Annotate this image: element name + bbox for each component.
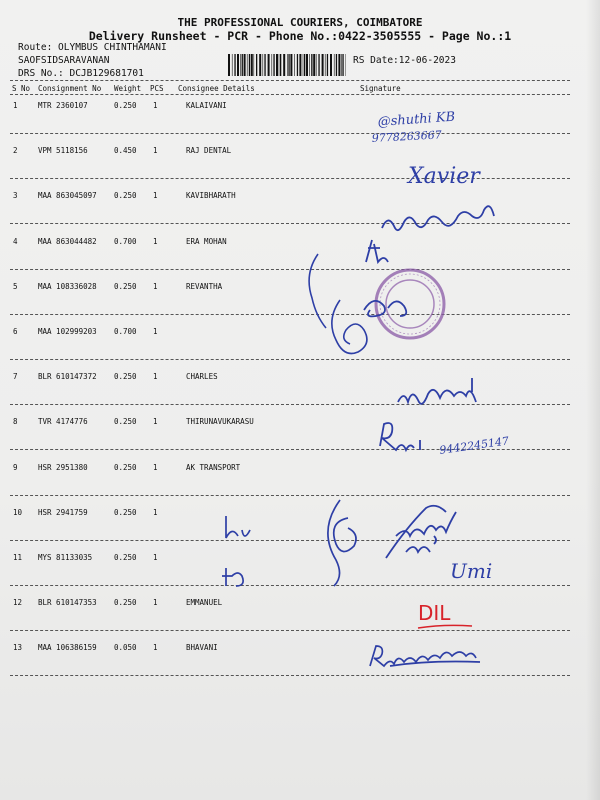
row-1-pcs: 1 <box>153 101 158 110</box>
row-4-pcs: 1 <box>153 237 158 246</box>
barcode <box>228 54 346 76</box>
row-divider <box>10 585 570 586</box>
signature-row-1-name: @shuthi KB <box>377 109 456 130</box>
row-12-consignment: BLR 610147353 <box>38 598 97 607</box>
row-divider <box>10 269 570 270</box>
row-12-consignee: EMMANUEL <box>186 598 223 607</box>
column-consignment: Consignment No <box>38 84 102 93</box>
row-1-weight: 0.250 <box>114 101 137 110</box>
company-title: THE PROFESSIONAL COURIERS, COIMBATORE <box>177 16 423 29</box>
row-7-pcs: 1 <box>153 372 158 381</box>
row-8-pcs: 1 <box>153 417 158 426</box>
row-10-sno: 10 <box>13 508 23 517</box>
row-5-weight: 0.250 <box>114 282 137 291</box>
row-11-pcs: 1 <box>153 553 158 562</box>
route-label: Route: OLYMBUS CHINTHAMANI <box>18 42 167 53</box>
signature-row-10 <box>386 506 456 558</box>
row-2-consignee: RAJ DENTAL <box>186 146 232 155</box>
row-6-sno: 6 <box>13 327 18 336</box>
row-13-sno: 13 <box>13 643 23 652</box>
row-divider <box>10 675 570 676</box>
row-5-consignment: MAA 108336028 <box>38 282 97 291</box>
rs-date: RS Date:12-06-2023 <box>353 55 456 66</box>
column-weight: Weight <box>114 84 142 93</box>
row-7-consignment: BLR 610147372 <box>38 372 97 381</box>
drs-number: DRS No.: DCJB129681701 <box>18 68 144 79</box>
row-12-pcs: 1 <box>153 598 158 607</box>
row-9-consignee: AK TRANSPORT <box>186 463 241 472</box>
row-7-consignee: CHARLES <box>186 372 218 381</box>
signature-row-4 <box>366 240 388 262</box>
row-3-sno: 3 <box>13 191 18 200</box>
signature-row-3 <box>382 206 494 230</box>
row-10-consignment: HSR 2941759 <box>38 508 88 517</box>
row-10-weight: 0.250 <box>114 508 137 517</box>
row-12-sno: 12 <box>13 598 23 607</box>
row-4-weight: 0.700 <box>114 237 137 246</box>
row-9-sno: 9 <box>13 463 18 472</box>
row-7-weight: 0.250 <box>114 372 137 381</box>
row-7-sno: 7 <box>13 372 18 381</box>
row-9-pcs: 1 <box>153 463 158 472</box>
signature-row-11-mark <box>406 536 436 552</box>
row-4-sno: 4 <box>13 237 18 246</box>
row-divider <box>10 540 570 541</box>
signature-row-13 <box>370 646 480 666</box>
row-1-sno: 1 <box>13 101 18 110</box>
company-stamp <box>376 270 444 338</box>
signature-row-11: Umi <box>450 559 493 583</box>
row-8-weight: 0.250 <box>114 417 137 426</box>
signature-row-8-phone: 9442245147 <box>438 434 510 457</box>
row-divider <box>10 449 570 450</box>
row-11-weight: 0.250 <box>114 553 137 562</box>
column-pcs: PCS <box>150 84 164 93</box>
signature-row-9-11 <box>222 500 356 586</box>
row-13-pcs: 1 <box>153 643 158 652</box>
row-5-sno: 5 <box>13 282 18 291</box>
row-8-consignment: TVR 4174776 <box>38 417 88 426</box>
row-divider <box>10 314 570 315</box>
column-signature: Signature <box>360 84 401 93</box>
row-8-sno: 8 <box>13 417 18 426</box>
row-2-sno: 2 <box>13 146 18 155</box>
row-10-pcs: 1 <box>153 508 158 517</box>
page-edge-shadow <box>586 0 600 800</box>
row-6-weight: 0.700 <box>114 327 137 336</box>
column-sno: S No <box>12 84 31 93</box>
row-4-consignee: ERA MOHAN <box>186 237 227 246</box>
row-5-consignee: REVANTHA <box>186 282 223 291</box>
row-divider <box>10 495 570 496</box>
row-11-sno: 11 <box>13 553 23 562</box>
row-divider <box>10 359 570 360</box>
signature-row-12: DIL <box>418 601 451 625</box>
row-9-consignment: HSR 2951380 <box>38 463 88 472</box>
header-divider-top <box>10 80 570 81</box>
row-divider <box>10 404 570 405</box>
row-13-consignee: BHAVANI <box>186 643 218 652</box>
staff-name: SAOFSIDSARAVANAN <box>18 55 110 66</box>
row-2-consignment: VPM 5118156 <box>38 146 88 155</box>
row-3-consignee: KAVIBHARATH <box>186 191 236 200</box>
row-1-consignment: MTR 2360107 <box>38 101 88 110</box>
row-divider <box>10 223 570 224</box>
signature-row-1-phone: 9778263667 <box>371 128 443 145</box>
row-3-consignment: MAA 863045097 <box>38 191 97 200</box>
row-3-weight: 0.250 <box>114 191 137 200</box>
column-consignee: Consignee Details <box>178 84 255 93</box>
signature-row-8 <box>380 423 420 450</box>
row-6-consignment: MAA 102999203 <box>38 327 97 336</box>
row-2-weight: 0.450 <box>114 146 137 155</box>
row-1-consignee: KALAIVANI <box>186 101 227 110</box>
signature-row-12-underline <box>418 625 472 628</box>
row-13-consignment: MAA 106386159 <box>38 643 97 652</box>
row-11-consignment: MYS 81133035 <box>38 553 93 562</box>
row-divider <box>10 630 570 631</box>
row-2-pcs: 1 <box>153 146 158 155</box>
runsheet-subtitle: Delivery Runsheet - PCR - Phone No.:0422-3505555 - Page No.:1 <box>88 29 512 43</box>
row-divider <box>10 133 570 134</box>
header-divider-bottom <box>10 94 570 95</box>
signature-row-7 <box>398 378 476 404</box>
row-13-weight: 0.050 <box>114 643 137 652</box>
row-6-pcs: 1 <box>153 327 158 336</box>
row-9-weight: 0.250 <box>114 463 137 472</box>
row-8-consignee: THIRUNAVUKARASU <box>186 417 254 426</box>
row-12-weight: 0.250 <box>114 598 137 607</box>
row-5-pcs: 1 <box>153 282 158 291</box>
row-4-consignment: MAA 863044482 <box>38 237 97 246</box>
row-divider <box>10 178 570 179</box>
signature-row-2: Xavier <box>408 164 480 189</box>
row-3-pcs: 1 <box>153 191 158 200</box>
